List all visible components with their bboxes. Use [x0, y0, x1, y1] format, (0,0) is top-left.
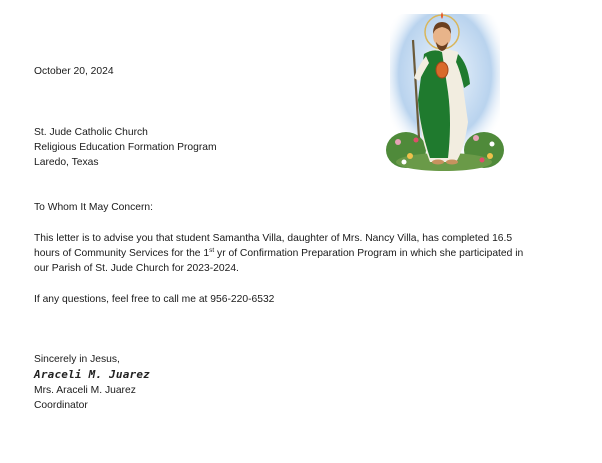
- signature: Araceli M. Juarez: [34, 368, 150, 381]
- medallion: [436, 62, 448, 78]
- recipient-line-2: Religious Education Formation Program: [34, 142, 217, 153]
- st-jude-icon: [386, 10, 504, 172]
- closing: Sincerely in Jesus,: [34, 354, 120, 365]
- recipient-line-3: Laredo, Texas: [34, 157, 99, 168]
- signer-title: Coordinator: [34, 400, 88, 411]
- body-superscript: st: [209, 247, 215, 254]
- body-text-2: yr of Confirmation Preparation Program in which she participated in our Parish of St. Jude Church for 2023-2024.: [34, 248, 524, 274]
- body-text-1: This letter is to advise you that student Samantha Villa, daughter of Mrs. Nancy Villa, has completed 16.5 hours of Community Services for the 1: [34, 233, 513, 259]
- salutation: To Whom It May Concern:: [34, 202, 154, 213]
- recipient-line-1: St. Jude Catholic Church: [34, 127, 148, 138]
- contact-line: If any questions, feel free to call me at 956-220-6532: [34, 294, 275, 305]
- signer-name: Mrs. Araceli M. Juarez: [34, 385, 136, 396]
- letter-date: October 20, 2024: [34, 66, 114, 77]
- letter-body: [34, 231, 524, 276]
